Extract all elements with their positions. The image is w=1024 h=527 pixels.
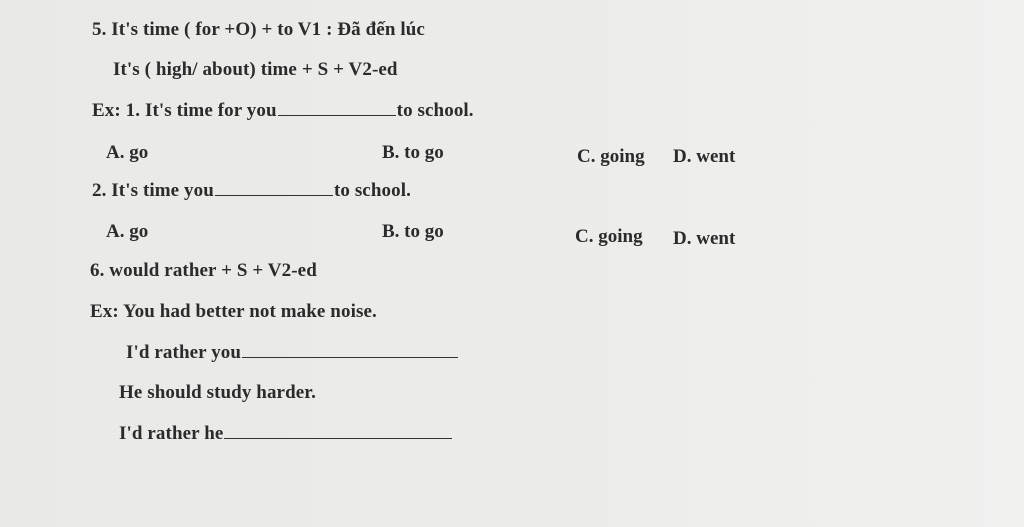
line-1-prefix: I'd rather you — [126, 342, 242, 363]
line-1-blank — [242, 343, 458, 358]
exercise-2-blank — [215, 181, 333, 196]
exercise-2-suffix: to school. — [333, 180, 411, 201]
ex1-option-c: C. going — [577, 146, 645, 167]
ex1-option-b: B. to go — [382, 142, 444, 163]
section-6-example: Ex: You had better not make noise. — [90, 301, 377, 322]
section-5-title: 5. It's time ( for +O) + to V1 : Đã đến lúc — [92, 19, 425, 40]
ex1-option-d: D. went — [673, 146, 736, 167]
ex1-option-a: A. go — [106, 142, 149, 163]
section-6-sentence-2: He should study harder. — [119, 382, 316, 403]
section-5-formula: It's ( high/ about) time + S + V2-ed — [113, 59, 398, 80]
ex2-option-a: A. go — [106, 221, 149, 242]
section-6-line-2 — [119, 422, 453, 446]
exercise-1 — [92, 99, 474, 123]
section-6-line-1 — [126, 341, 459, 365]
exercise-1-suffix: to school. — [396, 100, 474, 121]
line-2-prefix: I'd rather he — [119, 423, 224, 444]
section-6-title: 6. would rather + S + V2-ed — [90, 260, 317, 281]
ex2-option-c: C. going — [575, 226, 643, 247]
exercise-2-prefix: 2. It's time you — [92, 180, 214, 201]
exercise-2 — [92, 179, 411, 203]
ex2-option-b: B. to go — [382, 221, 444, 242]
exercise-1-blank — [278, 101, 396, 116]
exercise-1-prefix: Ex: 1. It's time for you — [92, 100, 277, 121]
ex2-option-d: D. went — [673, 228, 736, 249]
line-2-blank — [224, 424, 452, 439]
